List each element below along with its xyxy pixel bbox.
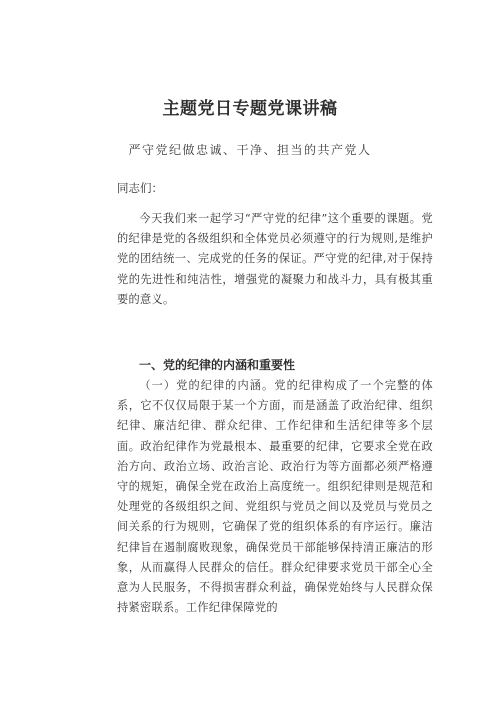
document-subtitle: 严守党纪做忠诚、干净、担当的共产党人 (128, 143, 372, 157)
section-paragraph: （一）党的纪律的内涵。党的纪律构成了一个完整的体系，它不仅仅局限于某一个方面，而是涵盖了政治纪律、组织纪律、廉洁纪律、群众纪律、工作纪律和生活纪律等多个层面。政治纪律作为党最根本、最重要的纪律，它要求全党在政治方向、政治立场、政治言论、政治行为等方面都必须严格遵守的规矩，确保全党在政治上高度统一。组织纪律则是规范和处理党的各级组织之间、党组织与党员之间以及党员与党员之间关系的行为规则，它确保了党的组织体系的有序运行。廉洁纪律旨在遏制腐败现象，确保党员干部能够保持清正廉洁的形象，从而赢得人民群众的信任。群众纪律要求党员干部全心全意为人民服务，不得损害群众利益，确保党始终与人民群众保持紧密联系。工作纪律保障党的 (117, 379, 433, 615)
intro-paragraph: 今天我们来一起学习“严守党的纪律”这个重要的课题。党的纪律是党的各级组织和全体党员必须遵守的行为规则,是维护党的团结统一、完成党的任务的保证。严守党的纪律,对于保持党的先进性和纯洁性，增强党的凝聚力和战斗力，具有极其重要的意义。 (117, 212, 433, 306)
salutation: 同志们： (117, 181, 163, 195)
section-heading: 一、党的纪律的内涵和重要性 (139, 358, 296, 372)
document-title: 主题党日专题党课讲稿 (162, 99, 338, 119)
intro-section (117, 209, 433, 310)
section-body (117, 376, 433, 618)
